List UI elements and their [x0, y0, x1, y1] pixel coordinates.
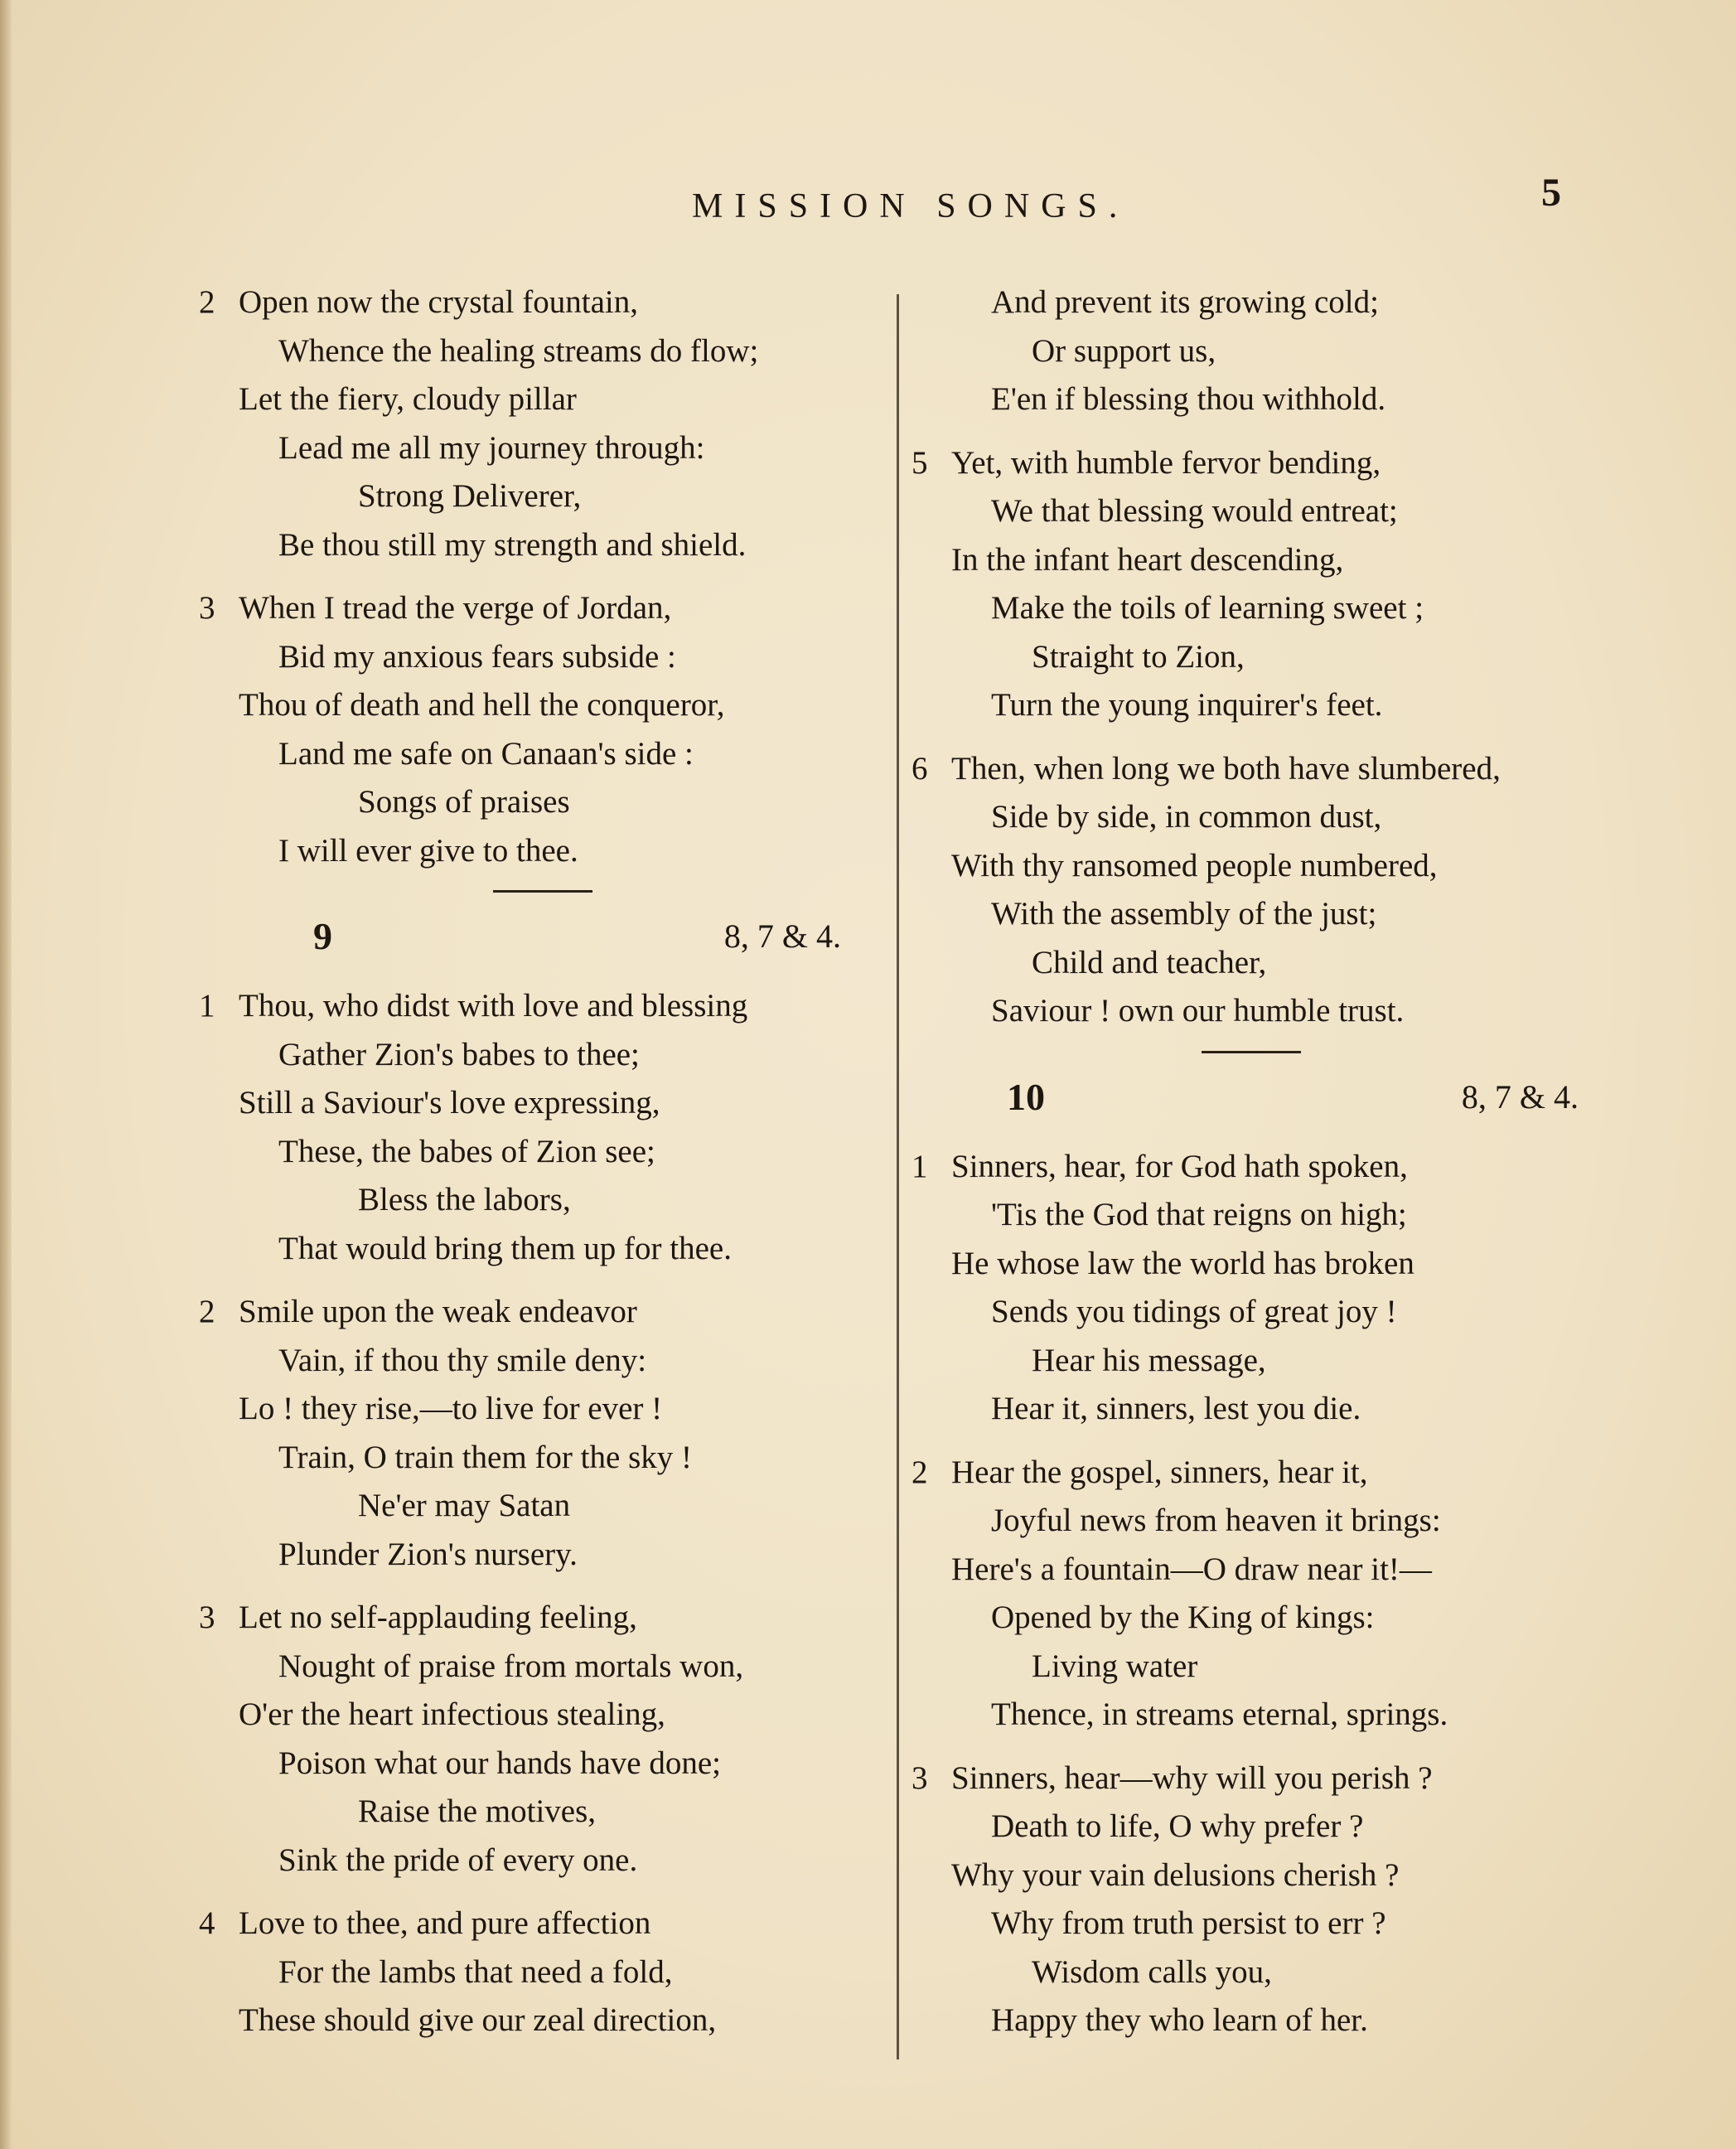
verse-text: In the infant heart descending, — [951, 541, 1344, 578]
verse-line — [199, 1079, 887, 1128]
verse-text: Strong Deliverer, — [358, 478, 582, 514]
verse-text: Poison what our hands have done; — [278, 1745, 722, 1781]
verse-line — [912, 1643, 1608, 1692]
verse-text: Living water — [1032, 1648, 1198, 1684]
verse-text: Train, O train them for the sky ! — [278, 1439, 692, 1475]
verse-line — [199, 1594, 887, 1643]
verse-text: These should give our zeal direction, — [239, 2002, 717, 2038]
verse-text: With the assembly of the just; — [991, 896, 1377, 932]
verse-line — [912, 1497, 1608, 1546]
verse-text: For the lambs that need a fold, — [278, 1953, 673, 1990]
verse-line — [912, 1385, 1608, 1434]
verse-text: Sends you tidings of great joy ! — [991, 1294, 1397, 1329]
verse-line — [199, 778, 887, 827]
verse-text: Here's a fountain—O draw near it!— — [951, 1551, 1432, 1587]
verse-line — [912, 1691, 1608, 1740]
verse-line — [199, 1128, 887, 1177]
verse-text: Lo ! they rise,—to live for ever ! — [239, 1391, 663, 1426]
running-head: MISSION SONGS. — [692, 187, 1129, 225]
hymn-heading — [199, 912, 887, 970]
verse-text: I will ever give to thee. — [278, 832, 578, 869]
verse-text: Bid my anxious fears subside : — [278, 638, 676, 675]
verse-line — [199, 521, 887, 570]
stanza-number: 4 — [199, 1905, 215, 1941]
verse-text: Land me safe on Canaan's side : — [278, 735, 694, 772]
verse-text: Smile upon the weak endeavor — [239, 1294, 637, 1329]
verse-text: We that blessing would entreat; — [991, 493, 1398, 529]
verse-line — [912, 1803, 1608, 1851]
verse-line — [912, 487, 1608, 536]
verse-line — [199, 681, 887, 730]
verse-text: Then, when long we both have slumbered, — [951, 750, 1501, 787]
verse-line — [199, 730, 887, 779]
verse-line — [912, 633, 1608, 682]
verse-line — [199, 278, 887, 327]
verse-line — [912, 793, 1608, 842]
verse-line — [199, 1031, 887, 1080]
page-edge — [0, 0, 12, 2149]
verse-text: Whence the healing streams do flow; — [278, 332, 759, 369]
verse-text: Saviour ! own our humble trust. — [991, 993, 1405, 1029]
hymn-meter: 8, 7 & 4. — [1461, 1077, 1579, 1116]
verse-line — [912, 987, 1608, 1036]
verse-text: Sinners, hear, for God hath spoken, — [951, 1148, 1408, 1184]
verse-text: Thence, in streams eternal, springs. — [991, 1696, 1448, 1732]
page-number: 5 — [1541, 171, 1561, 215]
verse-line — [199, 1948, 887, 1997]
verse-text: O'er the heart infectious stealing, — [239, 1696, 665, 1732]
verse-line — [912, 1191, 1608, 1240]
verse-text: E'en if blessing thou withhold. — [991, 381, 1386, 417]
stanza-number: 3 — [912, 1759, 928, 1796]
verse-line — [199, 1385, 887, 1434]
verse-text: These, the babes of Zion see; — [278, 1133, 655, 1169]
verse-line — [199, 1176, 887, 1225]
verse-text: Sink the pride of every one. — [278, 1842, 638, 1878]
verse-line — [912, 1337, 1608, 1386]
verse-text: He whose law the world has broken — [951, 1245, 1414, 1281]
verse-text: Why from truth persist to err ? — [991, 1905, 1386, 1941]
stanza-number: 3 — [199, 590, 215, 626]
verse-text: Ne'er may Satan — [358, 1488, 571, 1523]
verse-text: Hear his message, — [1032, 1342, 1266, 1378]
verse-line — [912, 1997, 1608, 2045]
right-column — [912, 278, 1608, 2060]
verse-line — [199, 1337, 887, 1386]
verse-text: Lead me all my journey through: — [278, 429, 705, 466]
verse-text: Straight to Zion, — [1032, 638, 1245, 675]
verse-text: Hear the gospel, sinners, hear it, — [951, 1454, 1368, 1490]
verse-text: With thy ransomed people numbered, — [951, 847, 1438, 883]
hymn-divider-rule — [1202, 1051, 1301, 1053]
verse-text: And prevent its growing cold; — [991, 284, 1379, 320]
verse-line — [912, 939, 1608, 988]
verse-line — [912, 1900, 1608, 1948]
verse-line — [199, 982, 887, 1031]
verse-text: Happy they who learn of her. — [991, 2002, 1368, 2038]
verse-line — [912, 1240, 1608, 1289]
verse-text: Still a Saviour's love expressing, — [239, 1085, 660, 1120]
verse-line — [912, 1288, 1608, 1337]
verse-line — [912, 278, 1608, 327]
hymn-number: 9 — [313, 915, 332, 957]
stanza — [912, 745, 1608, 1036]
verse-line — [199, 1434, 887, 1483]
verse-line — [199, 375, 887, 424]
verse-line — [199, 827, 887, 876]
verse-line — [912, 439, 1608, 488]
verse-text: Love to thee, and pure affection — [239, 1905, 651, 1941]
verse-line — [199, 327, 887, 376]
verse-line — [199, 1740, 887, 1788]
verse-text: Gather Zion's babes to thee; — [278, 1036, 640, 1072]
verse-line — [912, 842, 1608, 891]
verse-text: 'Tis the God that reigns on high; — [991, 1197, 1407, 1232]
verse-line — [199, 1225, 887, 1274]
verse-text: Wisdom calls you, — [1032, 1953, 1272, 1990]
verse-text: Make the toils of learning sweet ; — [991, 590, 1424, 626]
verse-text: Be thou still my strength and shield. — [278, 526, 747, 563]
verse-text: Or support us, — [1032, 332, 1216, 369]
stanza-number: 1 — [912, 1148, 928, 1184]
verse-text: Why your vain delusions cherish ? — [951, 1856, 1400, 1893]
stanza — [199, 982, 887, 1273]
stanza-number: 2 — [912, 1454, 928, 1490]
verse-line — [912, 1948, 1608, 1997]
verse-line — [912, 1143, 1608, 1192]
verse-line — [199, 1482, 887, 1531]
verse-line — [199, 1643, 887, 1692]
verse-text: Joyful news from heaven it brings: — [991, 1503, 1441, 1538]
verse-text: When I tread the verge of Jordan, — [239, 590, 672, 626]
stanza-number: 3 — [199, 1600, 215, 1635]
verse-text: That would bring them up for thee. — [278, 1230, 732, 1266]
verse-text: Plunder Zion's nursery. — [278, 1536, 578, 1572]
verse-line — [199, 1691, 887, 1740]
verse-text: Raise the motives, — [358, 1793, 597, 1829]
verse-line — [199, 1531, 887, 1580]
stanza — [199, 584, 887, 875]
verse-text: Side by side, in common dust, — [991, 799, 1382, 835]
stanza — [199, 1288, 887, 1579]
stanza-number: 2 — [199, 1294, 215, 1329]
stanza — [912, 1449, 1608, 1740]
verse-line — [912, 536, 1608, 585]
verse-line — [912, 327, 1608, 376]
verse-line — [912, 1449, 1608, 1498]
stanza-number: 1 — [199, 988, 215, 1024]
verse-text: Bless the labors, — [358, 1182, 571, 1217]
verse-text: Hear it, sinners, lest you die. — [991, 1391, 1361, 1426]
stanza-number: 6 — [912, 750, 928, 787]
hymn-heading — [912, 1073, 1608, 1131]
verse-line — [912, 745, 1608, 794]
stanza-number: 5 — [912, 444, 928, 481]
verse-text: Child and teacher, — [1032, 944, 1267, 980]
left-column — [199, 278, 887, 2060]
verse-line — [199, 1900, 887, 1948]
verse-line — [199, 472, 887, 521]
verse-line — [199, 1837, 887, 1885]
verse-text: Thou, who didst with love and blessing — [239, 988, 748, 1024]
verse-line — [912, 1546, 1608, 1595]
verse-text: Death to life, O why prefer ? — [991, 1808, 1364, 1844]
verse-line — [199, 1997, 887, 2045]
verse-line — [199, 1288, 887, 1337]
stanza — [199, 1900, 887, 2045]
verse-line — [912, 375, 1608, 424]
verse-text: Nought of praise from mortals won, — [278, 1648, 744, 1684]
verse-text: Yet, with humble fervor bending, — [951, 444, 1381, 481]
verse-line — [912, 681, 1608, 730]
verse-line — [912, 584, 1608, 633]
verse-line — [199, 1788, 887, 1837]
verse-text: Songs of praises — [358, 784, 570, 820]
verse-text: Vain, if thou thy smile deny: — [278, 1342, 647, 1378]
verse-text: Opened by the King of kings: — [991, 1600, 1375, 1635]
hymn-meter: 8, 7 & 4. — [723, 917, 841, 955]
verse-text: Thou of death and hell the conqueror, — [239, 687, 725, 723]
stanza — [199, 1594, 887, 1885]
hymn-number: 10 — [1007, 1075, 1045, 1118]
stanza-continuation — [912, 278, 1608, 424]
verse-line — [199, 424, 887, 473]
verse-text: Let no self-applauding feeling, — [239, 1600, 637, 1635]
verse-line — [912, 1594, 1608, 1643]
verse-text: Sinners, hear—why will you perish ? — [951, 1759, 1433, 1796]
stanza — [199, 278, 887, 569]
column-divider — [897, 294, 899, 2059]
verse-text: Turn the young inquirer's feet. — [991, 687, 1383, 723]
verse-text: Open now the crystal fountain, — [239, 284, 638, 320]
verse-line — [199, 633, 887, 682]
verse-line — [912, 890, 1608, 939]
verse-text: Let the fiery, cloudy pillar — [239, 381, 577, 417]
stanza — [912, 1143, 1608, 1434]
hymn-divider-rule — [493, 890, 592, 893]
verse-line — [199, 584, 887, 633]
stanza — [912, 1755, 1608, 2045]
stanza — [912, 439, 1608, 730]
verse-line — [912, 1755, 1608, 1803]
verse-line — [912, 1851, 1608, 1900]
stanza-number: 2 — [199, 284, 215, 320]
